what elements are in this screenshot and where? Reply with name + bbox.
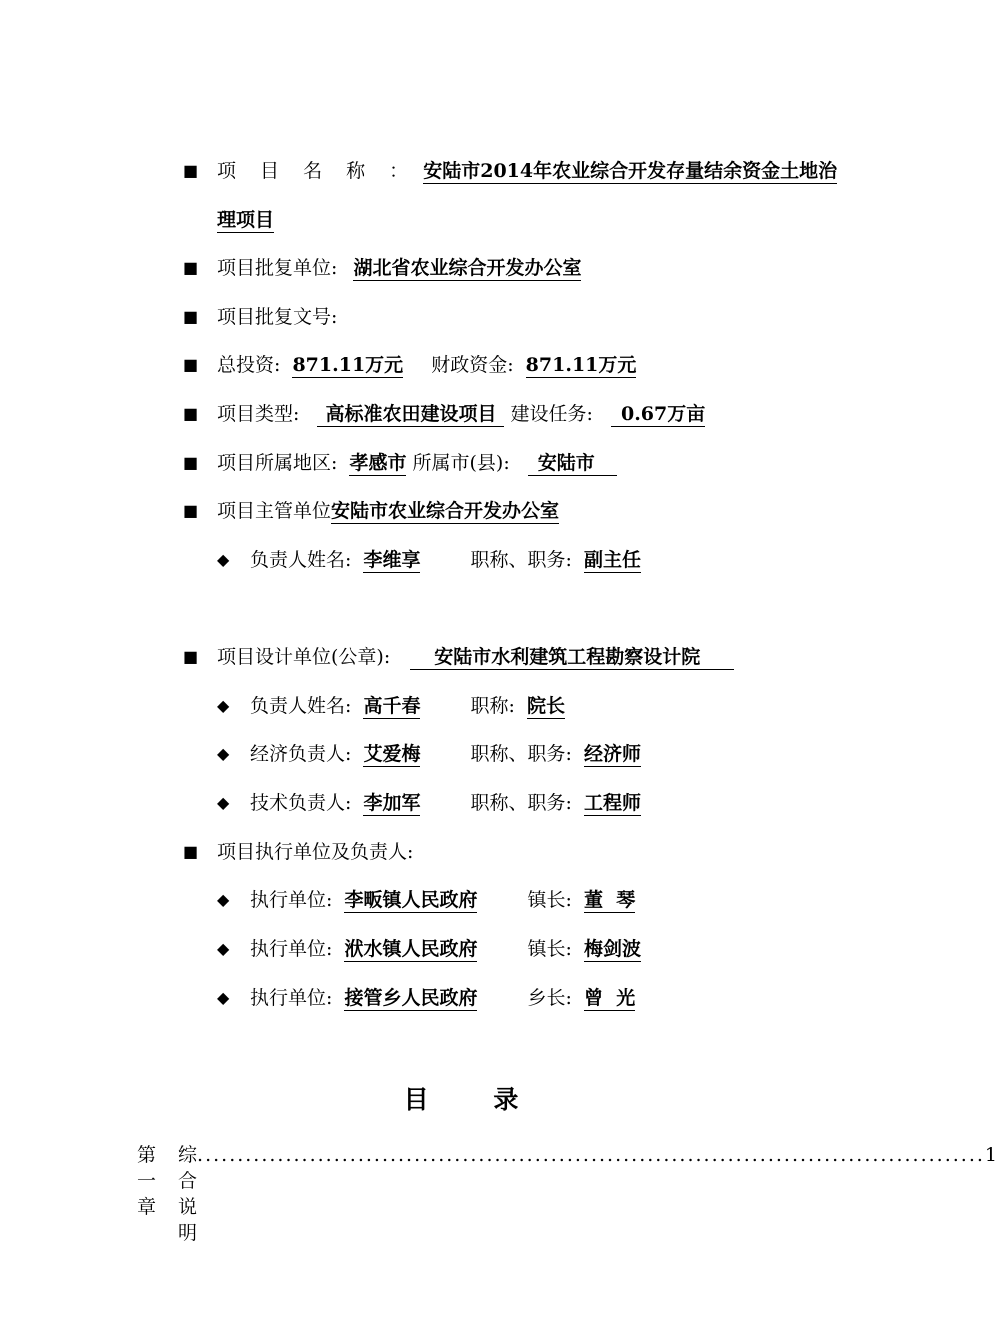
square-bullet-icon: ■: [183, 355, 199, 374]
exec-row: 执行单位: 接管乡人民政府 乡长: 曾 光: [250, 987, 636, 1009]
toc-leader-dots: ..................................................................................................: [197, 1144, 985, 1166]
toc-page-number: 1: [984, 1144, 997, 1166]
supervisor-row: 项目主管单位安陆市农业综合开发办公室: [217, 500, 560, 522]
square-bullet-icon: ■: [183, 307, 199, 326]
design-person-row: 负责人姓名: 高千春 职称: 院长: [250, 695, 565, 717]
square-bullet-icon: ■: [183, 501, 199, 520]
supervisor-person-row: 负责人姓名: 李维享 职称、职务: 副主任: [250, 549, 641, 571]
square-bullet-icon: ■: [183, 842, 199, 861]
project-name-row: 项 目 名 称 ： 安陆市2014年农业综合开发存量结余资金土地治: [217, 160, 838, 182]
design-unit-row: 项目设计单位(公章): 安陆市水利建筑工程勘察设计院: [217, 644, 734, 670]
diamond-bullet-icon: ◆: [217, 696, 230, 715]
diamond-bullet-icon: ◆: [217, 988, 230, 1007]
toc-chapter: 第一章: [137, 1144, 157, 1218]
square-bullet-icon: ■: [183, 453, 199, 472]
approval-unit-row: 项目批复单位: 湖北省农业综合开发办公室: [217, 257, 582, 279]
project-name-value: 安陆市2014年农业综合开发存量结余资金土地治: [423, 160, 838, 182]
toc-title: 目 录: [403, 1085, 547, 1114]
diamond-bullet-icon: ◆: [217, 550, 230, 569]
tech-person-row: 技术负责人: 李加军 职称、职务: 工程师: [250, 792, 641, 814]
diamond-bullet-icon: ◆: [217, 939, 230, 958]
diamond-bullet-icon: ◆: [217, 793, 230, 812]
investment-row: 总投资: 871.11万元 财政资金: 871.11万元: [217, 354, 637, 376]
toc-chapter-name: 综合说明: [178, 1144, 198, 1244]
approval-doc-row: 项目批复文号:: [217, 306, 338, 328]
diamond-bullet-icon: ◆: [217, 890, 230, 909]
exec-row: 执行单位: 洑水镇人民政府 镇长: 梅剑波: [250, 938, 641, 960]
econ-person-row: 经济负责人: 艾爱梅 职称、职务: 经济师: [250, 743, 641, 765]
toc-entry[interactable]: [137, 1142, 997, 1246]
square-bullet-icon: ■: [183, 161, 199, 180]
project-name-row-2: [217, 207, 274, 233]
exec-row: 执行单位: 李畈镇人民政府 镇长: 董 琴: [250, 889, 636, 911]
square-bullet-icon: ■: [183, 647, 199, 666]
diamond-bullet-icon: ◆: [217, 744, 230, 763]
exec-heading-row: 项目执行单位及负责人:: [217, 841, 414, 863]
square-bullet-icon: ■: [183, 404, 199, 423]
project-name-value-cont: 理项目: [217, 209, 275, 231]
region-row: 项目所属地区: 孝感市 所属市(县): 安陆市: [217, 450, 617, 476]
square-bullet-icon: ■: [183, 258, 199, 277]
project-type-row: 项目类型: 高标准农田建设项目 建设任务: 0.67万亩: [217, 403, 706, 425]
